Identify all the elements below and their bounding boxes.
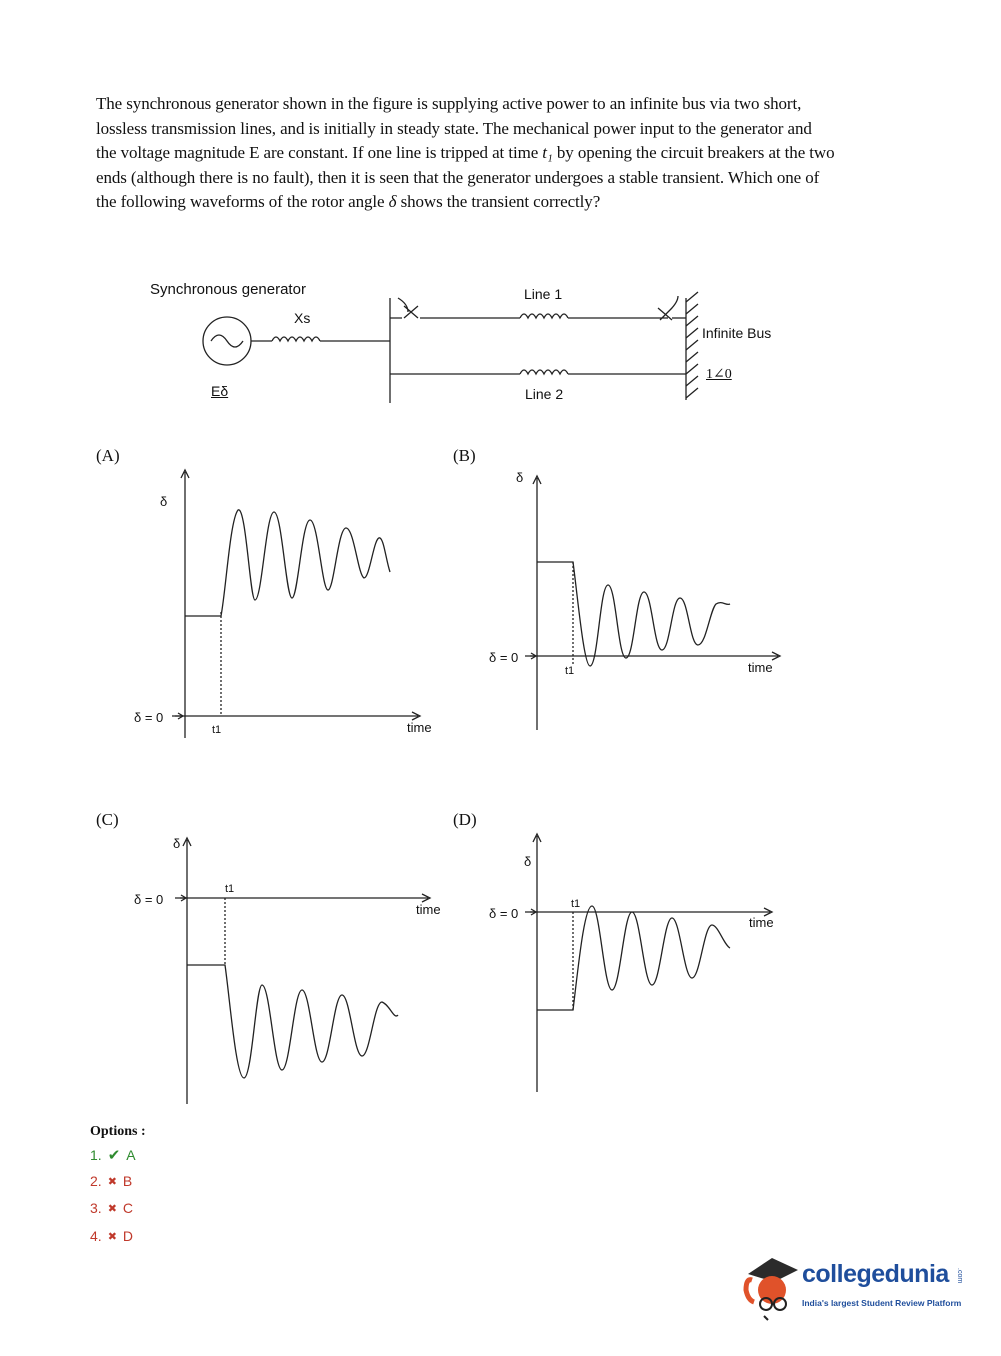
graph-d-y-label: δ — [524, 854, 532, 869]
line1-label: Line 1 — [524, 286, 563, 302]
graph-b-y-label: δ — [516, 470, 524, 485]
option-1-number: 1. — [90, 1147, 102, 1163]
reactance-label: Xs — [294, 310, 311, 326]
graph-b-label: (B) — [453, 446, 476, 465]
delta-symbol: δ — [388, 192, 397, 212]
question-text: The synchronous generator shown in the figure is supplying active power to an infinite bus via two short, lossless transmission lines, and is initially in steady state. The mechanical power input to the generator and the voltage magnitude E are constant. If one line is tripped at time t₁ by opening the circuit breakers at the two ends (although there is no fault), then it is seen that the generator undergoes a stable transient. Which one of the following waveforms of the rotor angle δ shows the transient correctly? — [96, 94, 835, 212]
graph-b-zero-label: δ = 0 — [489, 650, 519, 665]
mascot-icon — [742, 1252, 802, 1318]
option-3[interactable] — [90, 1200, 133, 1216]
bus-voltage-label: 1∠0 — [706, 367, 732, 382]
graph-a-label: (A) — [96, 446, 120, 465]
option-2-number: 2. — [90, 1173, 102, 1189]
generator-label: Synchronous generator — [150, 281, 306, 298]
options-title: Options : — [90, 1124, 146, 1139]
graph-b-t1-label: t1 — [565, 665, 575, 677]
cross-icon: ✖ — [107, 1202, 117, 1215]
graph-c-time-label: time — [416, 902, 441, 917]
option-1-label: A — [126, 1147, 136, 1163]
line2-label: Line 2 — [525, 386, 564, 402]
bus-label: Infinite Bus — [702, 325, 772, 341]
graph-a-time-label: time — [407, 720, 432, 735]
graph-c-label: (C) — [96, 810, 119, 829]
option-3-label: C — [122, 1200, 134, 1216]
graph-b-time-label: time — [748, 660, 773, 675]
brand-tagline: India's largest Student Review Platform — [802, 1298, 962, 1308]
graph-d-time-label: time — [749, 915, 774, 930]
graph-a-zero-label: δ = 0 — [134, 710, 164, 725]
graph-d-t1-label: t1 — [571, 898, 581, 910]
graph-c-t1-label: t1 — [225, 883, 235, 895]
option-2[interactable] — [90, 1173, 132, 1189]
brand-logo[interactable] — [742, 1252, 982, 1322]
cross-icon: ✖ — [107, 1230, 117, 1243]
option-1[interactable] — [90, 1146, 136, 1164]
check-icon: ✔ — [107, 1147, 121, 1164]
graph-a-y-label: δ — [160, 494, 168, 509]
option-2-label: B — [122, 1173, 133, 1189]
graph-c-y-label: δ — [173, 836, 181, 851]
option-3-number: 3. — [90, 1200, 102, 1216]
graph-c-zero-label: δ = 0 — [134, 892, 164, 907]
emf-label: Eδ — [211, 383, 229, 399]
graph-d-waveform — [537, 906, 730, 1010]
graph-d-label: (D) — [453, 810, 477, 829]
graph-a-t1-label: t1 — [212, 724, 222, 736]
cross-icon: ✖ — [107, 1175, 117, 1188]
option-4-label: D — [122, 1228, 134, 1244]
brand-name: collegedunia — [802, 1260, 949, 1288]
option-4[interactable] — [90, 1228, 133, 1244]
graph-d-zero-label: δ = 0 — [489, 906, 519, 921]
brand-suffix: .com — [956, 1268, 963, 1284]
t1-symbol: t₁ — [542, 143, 553, 163]
option-4-number: 4. — [90, 1228, 102, 1244]
